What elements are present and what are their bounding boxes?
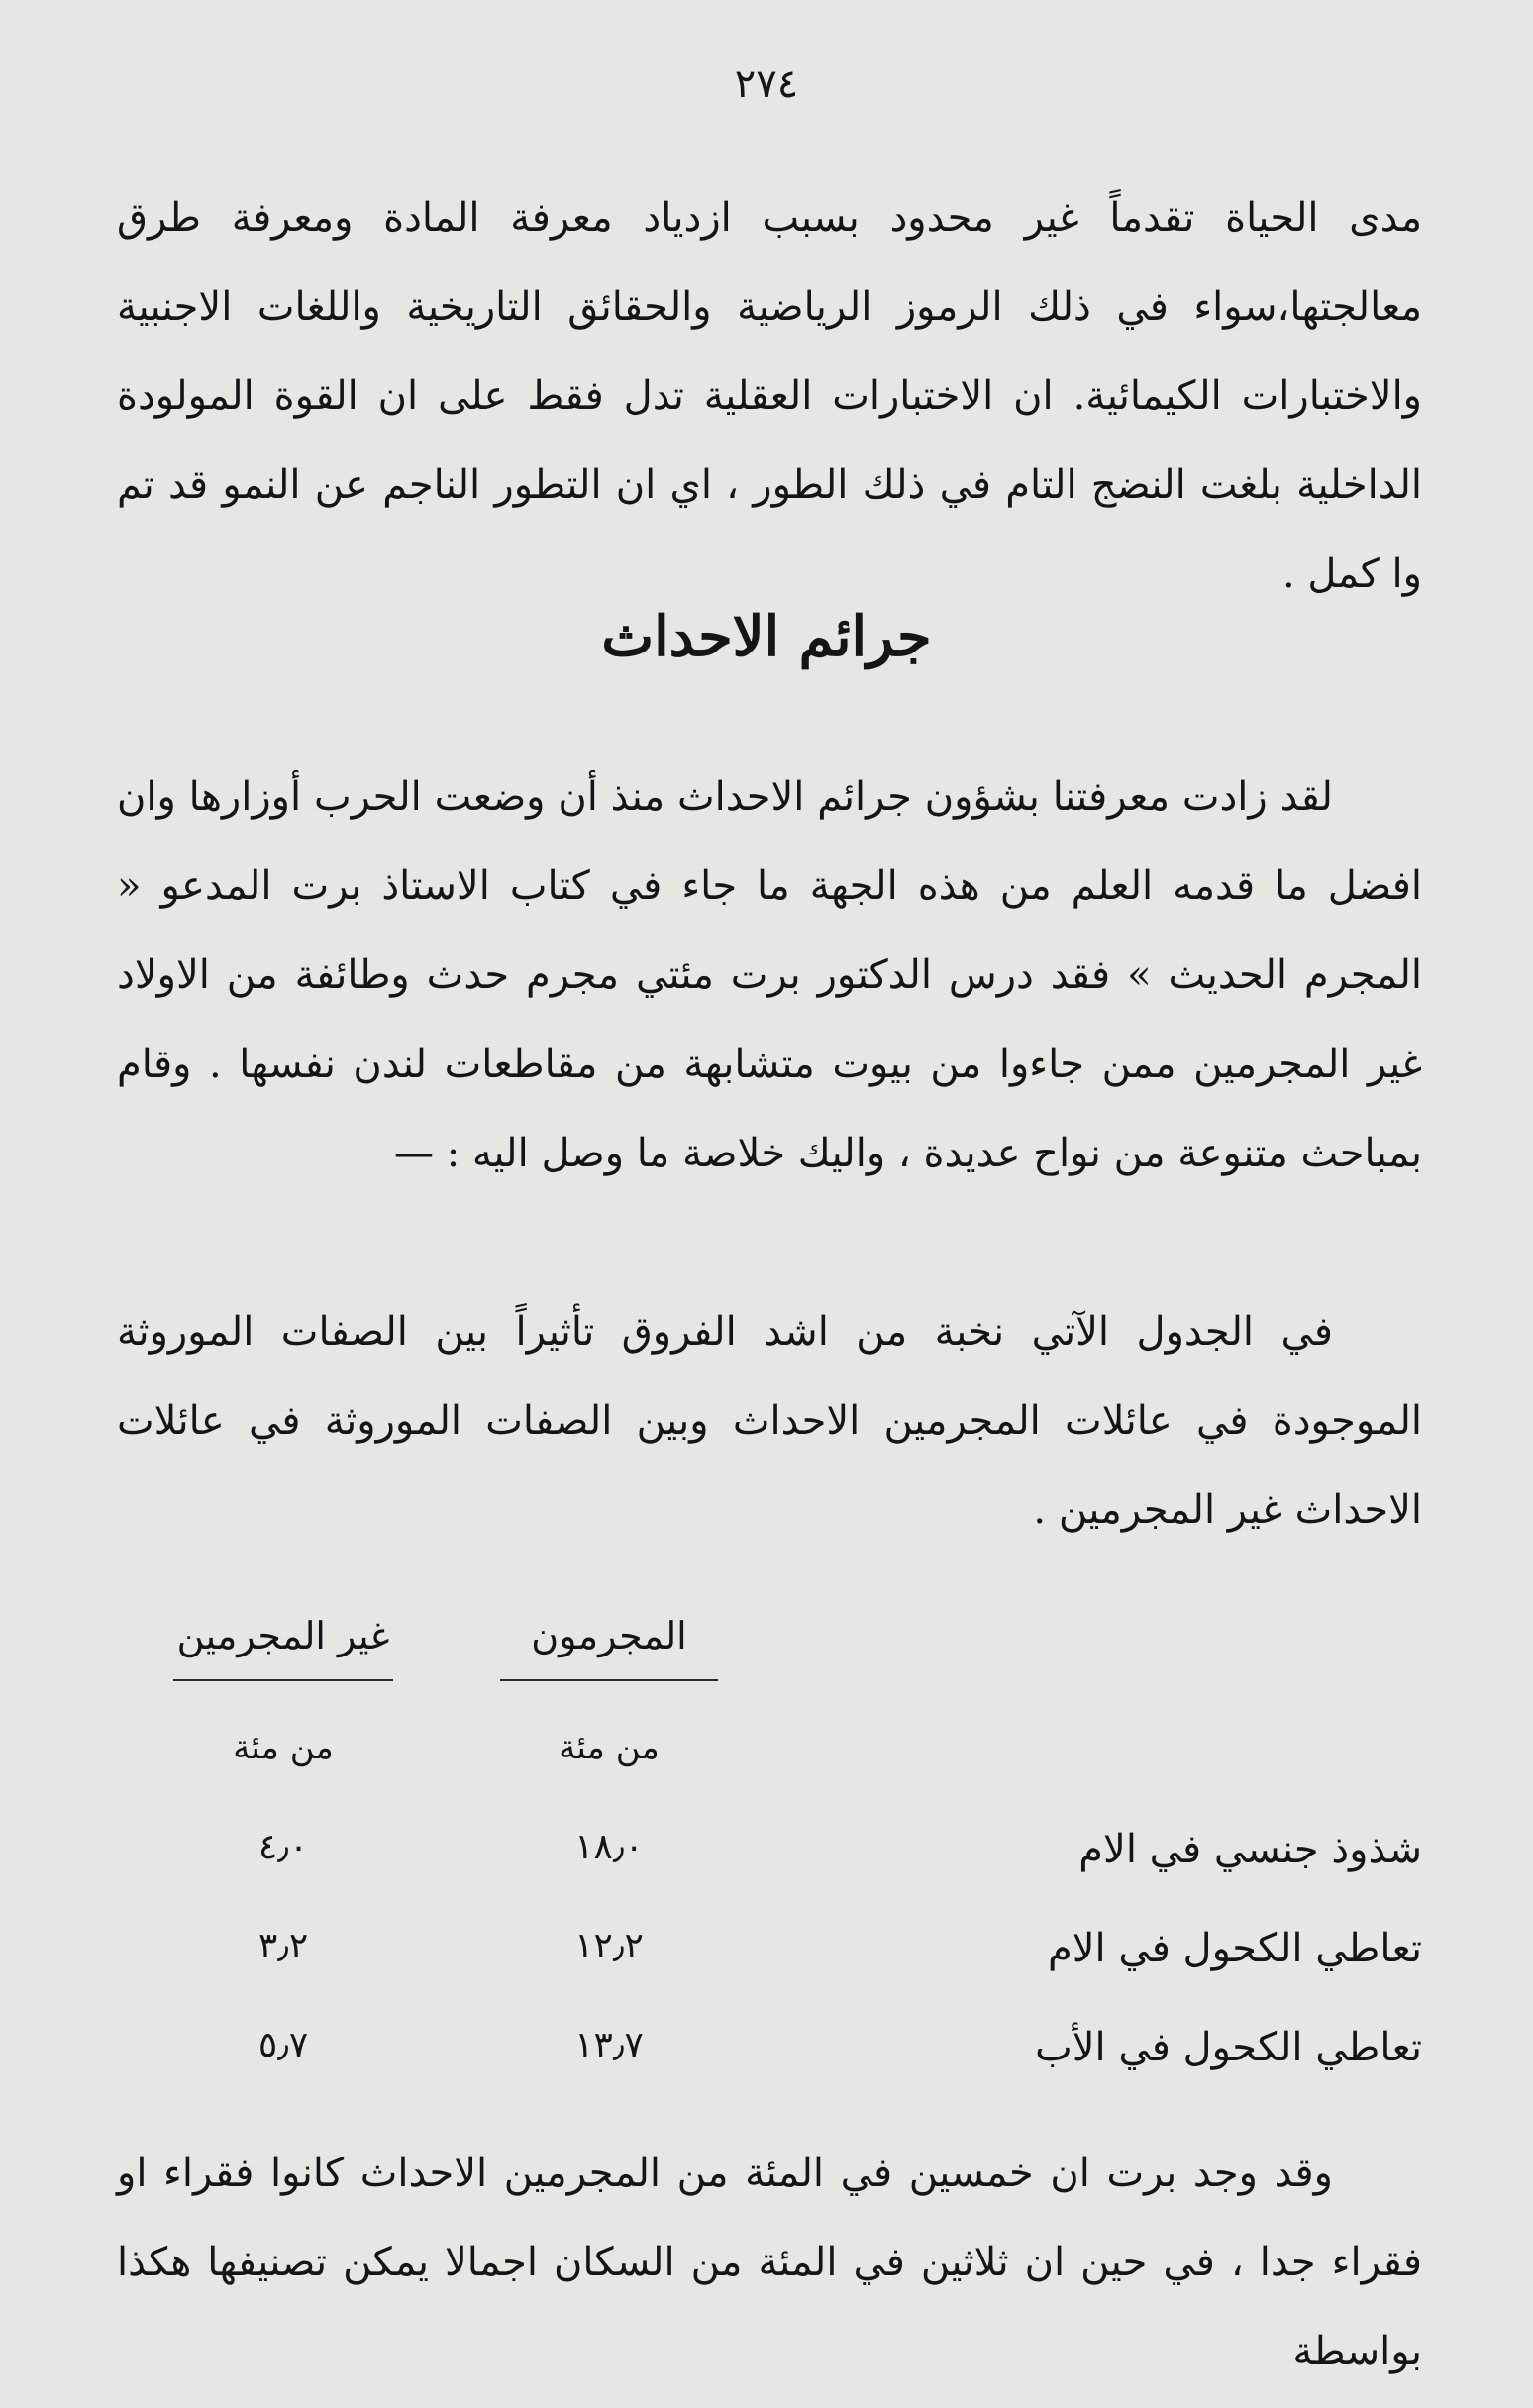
body-paragraph-1: لقد زادت معرفتنا بشؤون جرائم الاحداث منذ أن وضعت الحرب أوزارها وان افضل ما قدمه العلم من هذه الجهة ما جاء في كتاب الاستاذ برت المدعو « المجرم الحديث » فقد درس الدكتور برت مئتي مجرم حدث وطائفة من الاولاد غير المجرمين ممن جاءوا من بيوت متشابهة من مقاطعات لندن نفسها . وقام بمباحث متنوعة من نواح عديدة ، واليك خلاصة ما وصل اليه : — [117, 774, 1422, 1176]
table-row-trait: شذوذ جنسي في الام [1078, 1827, 1422, 1872]
table-unit-criminals: من مئة [559, 1728, 660, 1767]
table-header-rule [173, 1679, 393, 1681]
table-row-criminals-value: ١٢٫٢ [574, 1926, 644, 1966]
body-paragraph-2: في الجدول الآتي نخبة من اشد الفروق تأثيراً بين الصفات الموروثة الموجودة في عائلات المجرمين الاحداث وبين الصفات الموروثة في عائلات الاحداث غير المجرمين . [117, 1309, 1422, 1533]
table-unit-noncriminals: من مئة [233, 1728, 334, 1767]
table-row-criminals-value: ١٨٫٠ [574, 1827, 644, 1867]
table-header-rule [500, 1679, 718, 1681]
table-row-noncriminals-value: ٣٫٢ [257, 1926, 309, 1966]
table-row [173, 1827, 1422, 1886]
table-row-criminals-value: ١٣٫٧ [574, 2025, 644, 2065]
table-header-criminals [500, 1614, 718, 1681]
table-row-noncriminals-value: ٥٫٧ [257, 2025, 309, 2065]
table-header-noncriminals [173, 1614, 393, 1681]
table-row [173, 2025, 1422, 2084]
page-number: ٢٧٤ [734, 61, 799, 107]
body-paragraph-3: وقد وجد برت ان خمسين في المئة من المجرمين الاحداث كانوا فقراء او فقراء جدا ، في حين ان ثلاثين في المئة من السكان اجمالا يمكن تصنيفها هكذا بواسطة [117, 2151, 1422, 2374]
table-row-noncriminals-value: ٤٫٠ [257, 1827, 309, 1867]
table-header-noncriminals-label: غير المجرمين [176, 1614, 390, 1657]
table-header-criminals-label: المجرمون [531, 1614, 687, 1657]
section-heading: جرائم الاحداث [601, 604, 932, 669]
table-row-trait: تعاطي الكحول في الأب [1035, 2025, 1422, 2070]
table-row [173, 1926, 1422, 1985]
continued-paragraph: مدى الحياة تقدماً غير محدود بسبب ازدياد معرفة المادة ومعرفة طرق معالجتها،سواء في ذلك الرموز الرياضية والحقائق التاريخية واللغات الاجنبية والاختبارات الكيمائية. ان الاختبارات العقلية تدل فقط على ان القوة المولودة الداخلية بلغت النضج التام في ذلك الطور ، اي ان التطور الناجم عن النمو قد تم وا كمل . [117, 195, 1422, 597]
table-row-trait: تعاطي الكحول في الام [1047, 1926, 1422, 1971]
